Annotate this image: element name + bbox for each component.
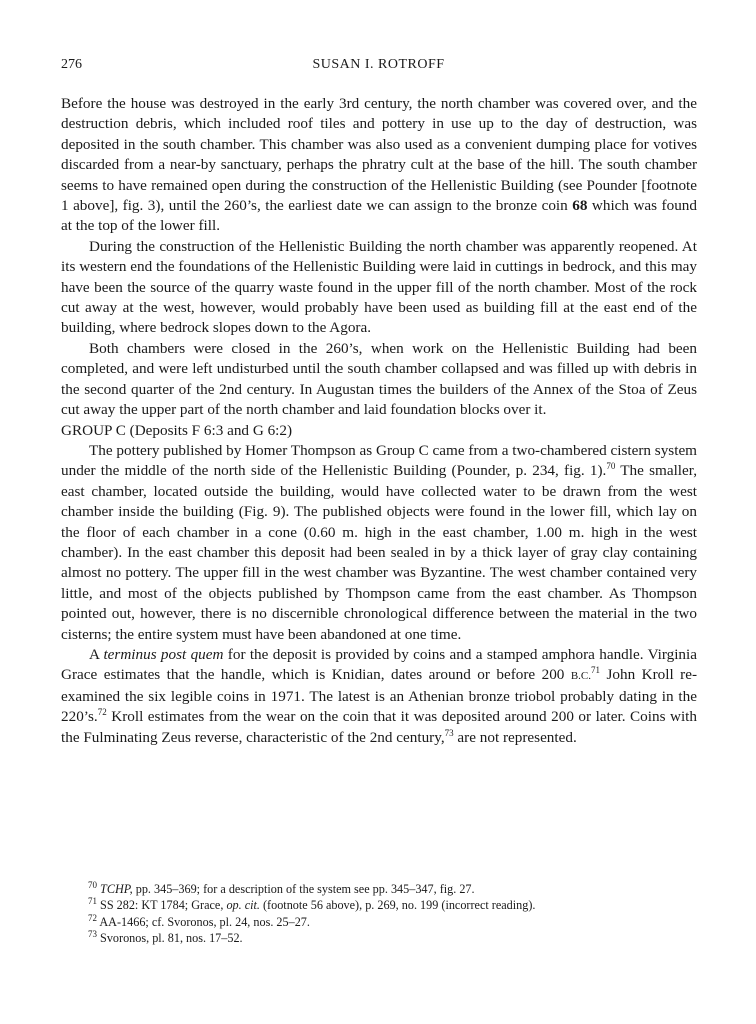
running-head-author: SUSAN I. ROTROFF <box>312 57 445 72</box>
footnote-70: $^{70}$ TCHP, pp. 345–369; for a description of the system see pp. 345–347, fig. 27. <box>88 879 475 896</box>
terminus-post-quem: terminus post quem <box>103 645 224 663</box>
footnotes <box>61 881 697 947</box>
footnote-ref-70[interactable]: 70 <box>606 461 616 472</box>
running-head <box>61 57 696 77</box>
footnote-73: $^{73}$ Svoronos, pl. 81, nos. 17–52. <box>88 929 243 946</box>
footnote-ref-73[interactable]: 73 <box>444 727 454 738</box>
bc-abbrev: B.C. <box>570 670 592 683</box>
paragraph-3: Both chambers were closed in the 260’s, when work on the Hellenistic Building had been completed, and were left undisturbed until the south chamber collapsed and was filled up with debris in the second quarter of the 2nd century. In Augustan times the builders of the Annex of the Stoa of Zeus cut away the upper part of the north chamber and laid foundation blocks over it. <box>61 339 697 419</box>
page-number: 276 <box>61 57 82 72</box>
coin-number: 68 <box>572 197 588 215</box>
paragraph-1: Before the house was destroyed in the early 3rd century, the north chamber was covered over, and the destruction debris, which included roof tiles and pottery in use up to the day of destruction, was deposited in the south chamber. This chamber was also used as a convenient dumping place for votives discarded from a near-by sanctuary, perhaps the phratry cult at the base of the hill. The south chamber seems to have remained open during the construction of the Hellenistic Building (see Pounder [footnote 1 above], fig. 3), until the 260’s, the earliest date we can assign to the bronze coin 68 which was found at the top of the lower fill. <box>61 95 697 235</box>
paragraph-2: During the construction of the Hellenistic Building the north chamber was apparently reopened. At its western end the foundations of the Hellenistic Building were laid in cuttings in bedrock, and this may have been the source of the quarry waste found in the upper fill of the north chamber. Most of the rock cut away at the west, however, would probably have been used as building fill at the east end of the building, where bedrock slopes down to the Agora. <box>61 237 697 337</box>
footnote-ref-72[interactable]: 72 <box>97 707 107 718</box>
paragraph-4: The pottery published by Homer Thompson as Group C came from a two-chambered cistern system under the middle of the north side of the Hellenistic Building (Pounder, p. 234, fig. 1).$^{70}$ The smaller, east chamber, located outside the building, would have collected water to be drawn from the west chamber inside the building (Fig. 9). The published objects were found in the lower fill, which lay on the floor of each chamber in a cone (0.60 m. high in the east chamber, 1.00 m. high in the west chamber). In the east chamber this deposit had been sealed in by a thick layer of gray clay containing almost no pottery. The upper fill in the west chamber was Byzantine. The west chamber contained very little, and most of the objects published by Thompson came from the east chamber. As Thompson pointed out, however, there is no discernible chronological difference between the material in the two cisterns; the entire system must have been abandoned at one time. <box>61 441 697 643</box>
footnote-ref-71[interactable]: 71 <box>591 665 601 676</box>
body-text <box>61 94 697 748</box>
footnote-71: $^{71}$ SS 282: KT 1784; Grace, op. cit. (footnote 56 above), p. 269, no. 199 (incorrect reading). <box>88 896 536 913</box>
paragraph-5: A terminus post quem for the deposit is provided by coins and a stamped amphora handle. Virginia Grace estimates that the handle, which is Knidian, dates around or before 200 B.C.$^{71}$ John Kroll re-examined the six legible coins in 1971. The latest is an Athenian bronze triobol probably dating in the 220’s.$^{72}$ Kroll estimates from the wear on the coin that it was deposited around 200 or later. Coins with the Fulminating Zeus reverse, characteristic of the 2nd century,$^{73}$ are not represented. <box>61 645 697 746</box>
section-heading: GROUP C (Deposits F 6:3 and G 6:2) <box>61 421 293 439</box>
footnote-72: $^{72}$ AA-1466; cf. Svoronos, pl. 24, nos. 25–27. <box>88 912 310 929</box>
